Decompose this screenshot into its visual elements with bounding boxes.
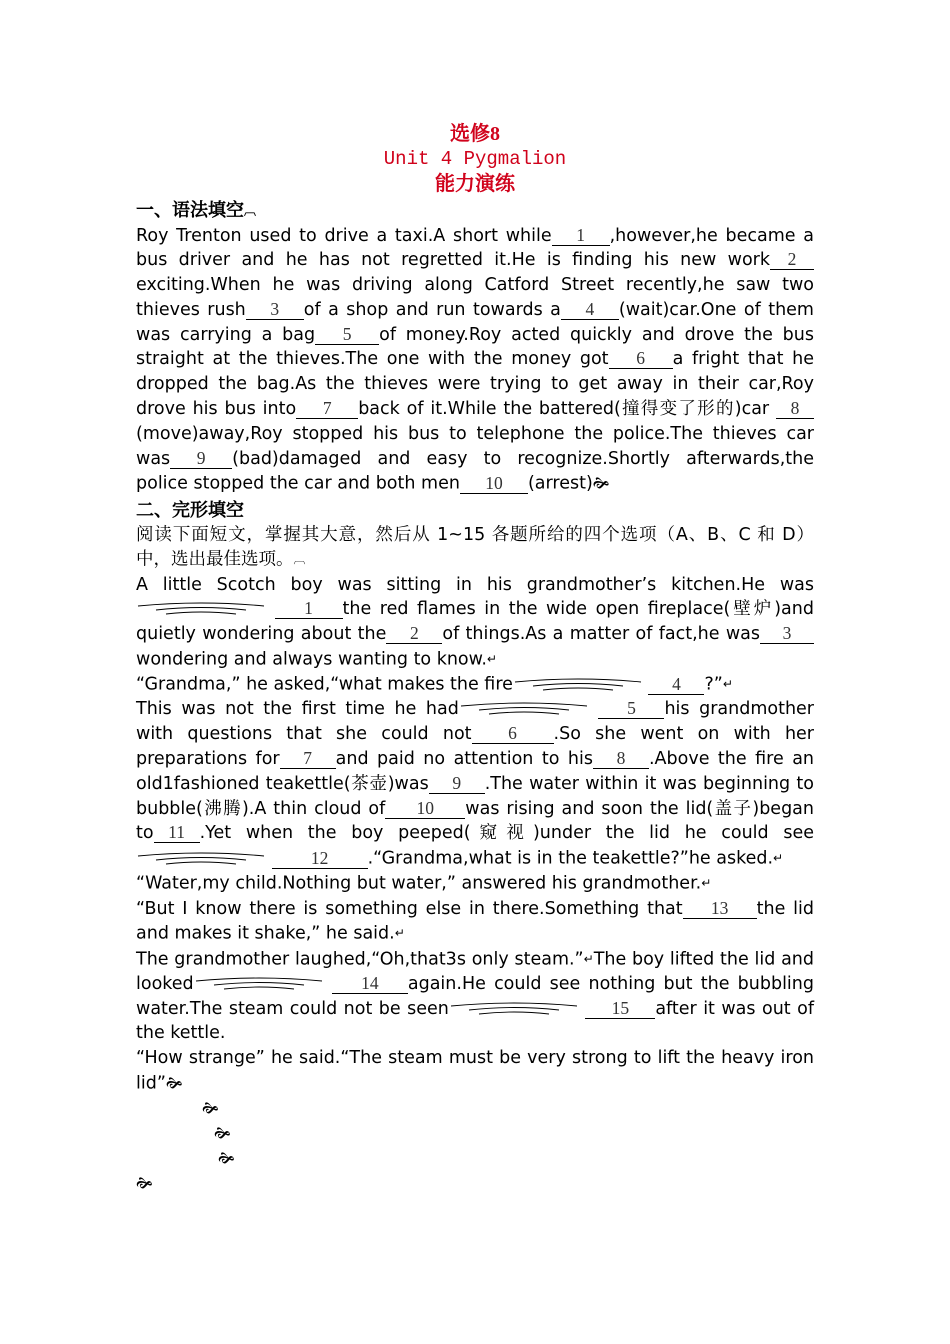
cloze-blank-7[interactable]: 7 — [280, 749, 336, 769]
document-page — [136, 122, 814, 1196]
stray-mark: 🙞 — [136, 1174, 153, 1193]
cloze-blank-10[interactable]: 10 — [385, 799, 465, 819]
wave-icon — [449, 1001, 579, 1017]
stray-mark: 🙞 — [214, 1124, 231, 1143]
doc-title-line1: 选修8 — [450, 123, 500, 145]
cloze-paragraph-2: “Grandma,” he asked,“what makes the fire 4 ?”↵ — [136, 673, 733, 695]
cloze-blank-12[interactable]: 12 — [272, 849, 368, 869]
blank-5[interactable]: 5 — [315, 325, 379, 345]
cloze-blank-8[interactable]: 8 — [593, 749, 649, 769]
cloze-paragraph-3: This was not the first time he had 5 his grandmother with questions that she could not 6 .So she went on with her preparations for 7 and paid no attention to his 8 .Above the fire an old1fashioned teakettle(茶壶)was 9 .The water within it was beginning to bubble(沸腾).A thin cloud of 10 was rising and soon the lid(盖子)began to 11 .Yet when the boy peeped(窥视)under the lid he could see 12 .“Grandma,what is in the teakettle?”he asked.↵ — [136, 698, 815, 869]
cloze-blank-15[interactable]: 15 — [585, 999, 655, 1019]
wave-icon — [136, 851, 266, 867]
cloze-paragraph-1: A little Scotch boy was sitting in his grandmother’s kitchen.He was 1 the red flames in the wide open fireplace(壁炉)and quietly wondering about the 2 of things.As a matter of fact,he was 3wondering and always wanting to know.↵ — [136, 574, 814, 670]
blank-9[interactable]: 9 — [170, 449, 232, 469]
blank-3[interactable]: 3 — [246, 300, 304, 320]
cloze-blank-2[interactable]: 2 — [386, 624, 442, 644]
wave-icon — [194, 976, 324, 992]
wave-icon — [136, 601, 266, 617]
cloze-blank-9[interactable]: 9 — [429, 774, 485, 794]
stray-mark: 🙞 — [202, 1099, 219, 1118]
wave-icon — [459, 701, 589, 717]
section2-instruction: 阅读下面短文，掌握其大意，然后从 1~15 各题所给的四个选项（A、B、C 和 D）中，选出最佳选项。︹ — [136, 524, 814, 570]
blank-4[interactable]: 4 — [561, 300, 619, 320]
cloze-paragraph-7: “How strange” he said.“The steam must be very strong to lift the heavy iron lid”🙞 — [136, 1048, 814, 1094]
cloze-blank-4[interactable]: 4 — [648, 675, 704, 695]
sig-mark: 🙞 — [592, 474, 610, 493]
blank-2[interactable]: 2 — [770, 250, 814, 270]
cloze-paragraph-6: The grandmother laughed,“Oh,that3s only steam.”↵The boy lifted the lid and looked 14 again.He could see nothing but the bubbling water.The steam could not be seen 15 after it was out of the kettle. — [136, 949, 814, 1044]
section2-heading: 二、完形填空 — [136, 499, 244, 521]
blank-7[interactable]: 7 — [296, 399, 358, 419]
cloze-paragraph-4: “Water,my child.Nothing but water,” answered his grandmother.↵ — [136, 873, 712, 894]
cloze-blank-3[interactable]: 3 — [760, 624, 814, 644]
section-mark: ︹ — [244, 203, 257, 218]
section1-heading: 一、语法填空︹ — [136, 200, 257, 221]
wave-icon — [513, 677, 643, 693]
blank-8[interactable]: 8 — [776, 399, 814, 419]
cloze-paragraph-5: “But I know there is something else in there.Something that 13 the lid and makes it shake,” he said.↵ — [136, 897, 814, 944]
cloze-blank-11[interactable]: 11 — [154, 823, 200, 843]
doc-title-line2: Unit 4 Pygmalion — [383, 148, 567, 170]
stray-mark: 🙞 — [218, 1149, 235, 1168]
cloze-blank-14[interactable]: 14 — [332, 974, 408, 994]
cloze-blank-5[interactable]: 5 — [598, 699, 664, 719]
para-mark: ↵ — [486, 652, 497, 667]
blank-6[interactable]: 6 — [609, 349, 673, 369]
doc-title-line3: 能力演练 — [435, 173, 515, 195]
section1-passage: Roy Trenton used to drive a taxi.A short while 1 ,however,he became a bus driver and he has not regretted it.He is finding his new work 2 exciting.When he was driving along Catford Street recently,he saw two thieves rush 3 of a shop and run towards a 4 (wait)car.One of them was carrying a bag 5 of money.Roy acted quickly and drove the bus straight at the thieves.The one with the money got 6 a fright that he dropped the bag.As the thieves were trying to get away in their car,Roy drove his bus into 7 back of it.While the battered(撞得变了形的)car 8(move)away,Roy stopped his bus to telephone the police.The thieves car was 9 (bad)damaged and easy to recognize.Shortly afterwards,the police stopped the car and both men 10 (arrest)🙞 — [136, 224, 815, 494]
cloze-blank-13[interactable]: 13 — [683, 899, 757, 919]
blank-10[interactable]: 10 — [460, 474, 528, 494]
cloze-blank-6[interactable]: 6 — [472, 724, 554, 744]
cloze-blank-1[interactable]: 1 — [275, 599, 343, 619]
blank-1[interactable]: 1 — [552, 226, 610, 246]
